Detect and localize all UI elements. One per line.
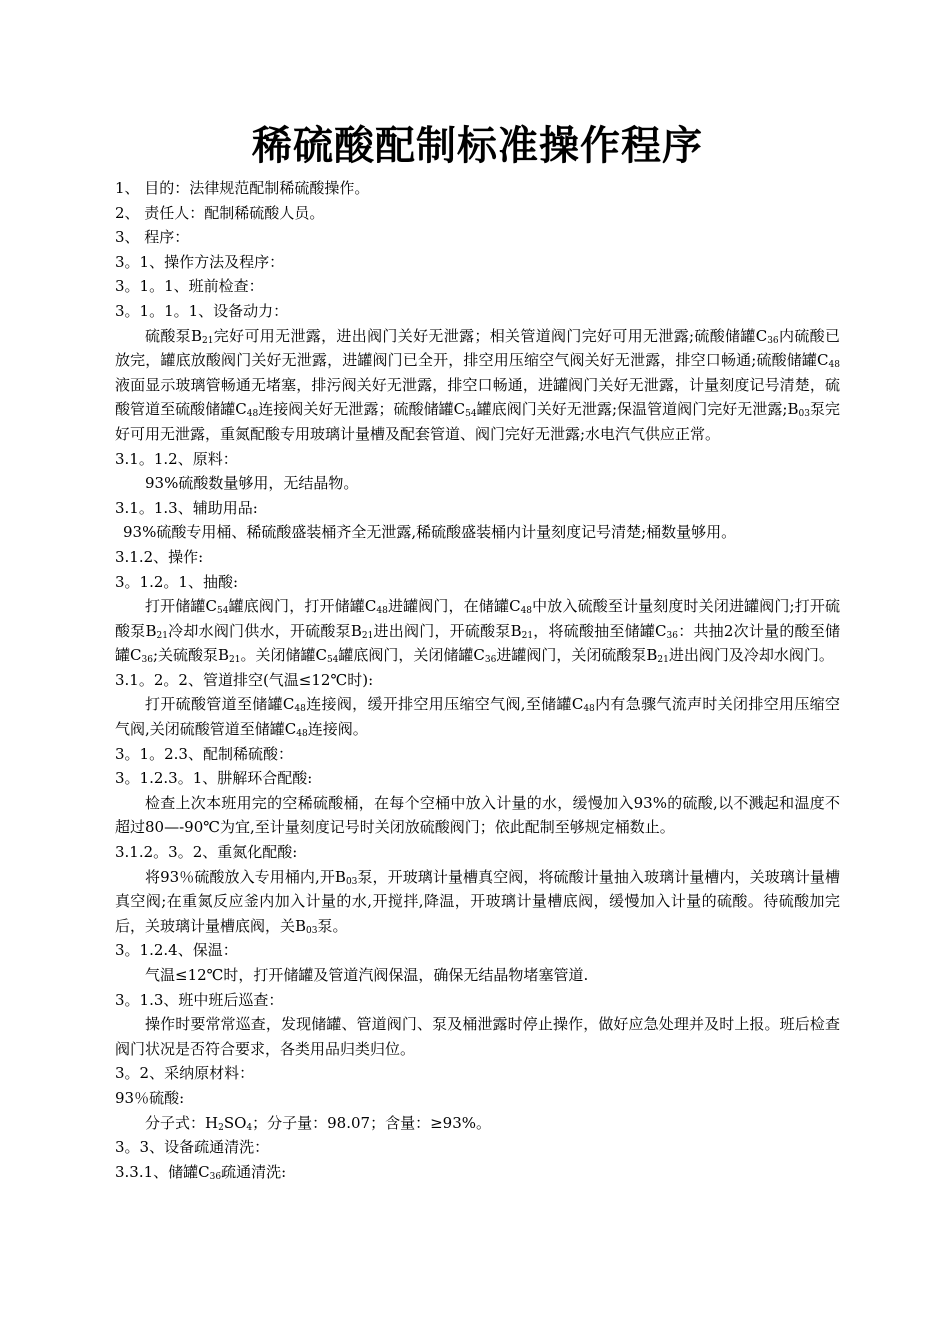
body-paragraph: 硫酸泵$B_{21}$完好可用无泄露，进出阀门关好无泄露；相关管道阀门完好可用无泄露;硫酸储罐$C_{36}$内硫酸已放完，罐底放酸阀门关好无泄露，进罐阀门已全开，排空用压缩空气阀关好无泄露，排空口畅通;硫酸储罐$C_{48}$液面显示玻璃管畅通无堵塞，排污阀关好无泄露，排空口畅通，进罐阀门关好无泄露，计量刻度记号清楚，硫酸管道至硫酸储罐$C_{48}$连接阀关好无泄露；硫酸储罐$C_{54}$罐底阀门关好无泄露;保温管道阀门完好无泄露$;B_{03}$泵完好可用无泄露，重氮配酸专用玻璃计量槽及配套管道、阀门完好无泄露;水电汽气供应正常。 — [115, 326, 840, 443]
body-paragraph: 打开硫酸管道至储罐$C_{48}$连接阀，缓开排空用压缩空气阀,至储罐$C_{48}$内有急骤气流声时关闭排空用压缩空气阀,关闭硫酸管道至储罐$C_{48}$连接阀。 — [115, 695, 840, 740]
section-heading: 3。1、操作方法及程序： — [115, 252, 285, 271]
section-heading: 3。1.2。1、抽酸: — [115, 572, 238, 591]
section-heading: 3。1.2.3。1、肼解环合配酸: — [115, 769, 313, 788]
section-heading: 3.1。1.3、辅助用品: — [115, 498, 258, 517]
section-heading: 3.1。2。2、管道排空(气温≤12℃时): — [115, 670, 374, 689]
section-heading: 3。1。2.3、配制稀硫酸： — [115, 744, 293, 763]
body-paragraph: 分子式：$H_2SO_4$；分子量：98.07；含量：≥93%。 — [145, 1113, 491, 1133]
section-heading: 93％硫酸: — [115, 1088, 185, 1107]
section-heading: 3。1。1。1、设备动力： — [115, 301, 289, 320]
section-heading: 3.3.1、储罐$C_{36}$疏通清洗: — [115, 1162, 287, 1182]
body-paragraph: 检查上次本班用完的空稀硫酸桶，在每个空桶中放入计量的水，缓慢加入93%的硫酸,以不溅起和温度不超过80—-90℃为宜,至计量刻度记号时关闭放硫酸阀门；依此配制至够规定桶数止。 — [115, 793, 840, 837]
document-title: 稀硫酸配制标准操作程序 — [252, 123, 703, 169]
body-paragraph: 打开储罐$C_{54}$罐底阀门，打开储罐$C_{48}$进罐阀门，在储罐$C_{48}$中放入硫酸至计量刻度时关闭进罐阀门;打开硫酸泵$B_{21}$冷却水阀门供水，开硫酸泵$B_{21}$进出阀门，开硫酸泵$B_{21}$，将硫酸抽至储罐$C_{36}$：共抽2次计量的酸至储罐$C_{36}$;关硫酸泵$B_{21}$。关闭储罐$C_{54}$罐底阀门，关闭储罐$C_{36}$进罐阀门，关闭硫酸泵$B_{21}$进出阀门及冷却水阀门。 — [115, 597, 841, 666]
body-paragraph: 操作时要常常巡查，发现储罐、管道阀门、泵及桶泄露时停止操作，做好应急处理并及时上报。班后检查阀门状况是否符合要求，各类用品归类归位。 — [115, 1015, 840, 1058]
document-page — [115, 118, 840, 1184]
section-heading: 3.1.2。3。2、重氮化配酸: — [115, 843, 298, 862]
section-heading: 3.1.2、操作: — [115, 547, 204, 566]
section-heading: 3。1.3、班中班后巡查： — [115, 990, 284, 1009]
section-heading: 3。1。1、班前检查： — [115, 277, 264, 296]
body-paragraph: 93%硫酸数量够用，无结晶物。 — [145, 474, 359, 493]
section-heading: 1、 目的：法律规范配制稀硫酸操作。 — [115, 179, 370, 197]
body-paragraph: 将93％硫酸放入专用桶内,开$B_{03}$泵，开玻璃计量槽真空阀，将硫酸计量抽入玻璃计量槽内，关玻璃计量槽真空阀;在重氮反应釜内加入计量的水,开搅拌,降温，开玻璃计量槽底阀，缓慢加入计量的硫酸。待硫酸加完后，关玻璃计量槽底阀，关$B_{03}$泵。 — [115, 867, 840, 936]
section-heading: 3。1.2.4、保温： — [115, 941, 238, 960]
document-body — [115, 176, 840, 1184]
section-heading: 3、 程序： — [115, 228, 190, 247]
body-paragraph: 气温≤12℃时，打开储罐及管道汽阀保温，确保无结晶物堵塞管道. — [145, 966, 589, 984]
section-heading: 3。3、设备疏通清洗： — [115, 1138, 270, 1157]
body-paragraph: 93%硫酸专用桶、稀硫酸盛装桶齐全无泄露,稀硫酸盛装桶内计量刻度记号清楚;桶数量够用。 — [123, 523, 737, 542]
section-heading: 3.1。1.2、原料： — [115, 449, 238, 468]
section-heading: 3。2、采纳原材料： — [115, 1064, 255, 1083]
section-heading: 2、 责任人：配制稀硫酸人员。 — [115, 203, 325, 222]
